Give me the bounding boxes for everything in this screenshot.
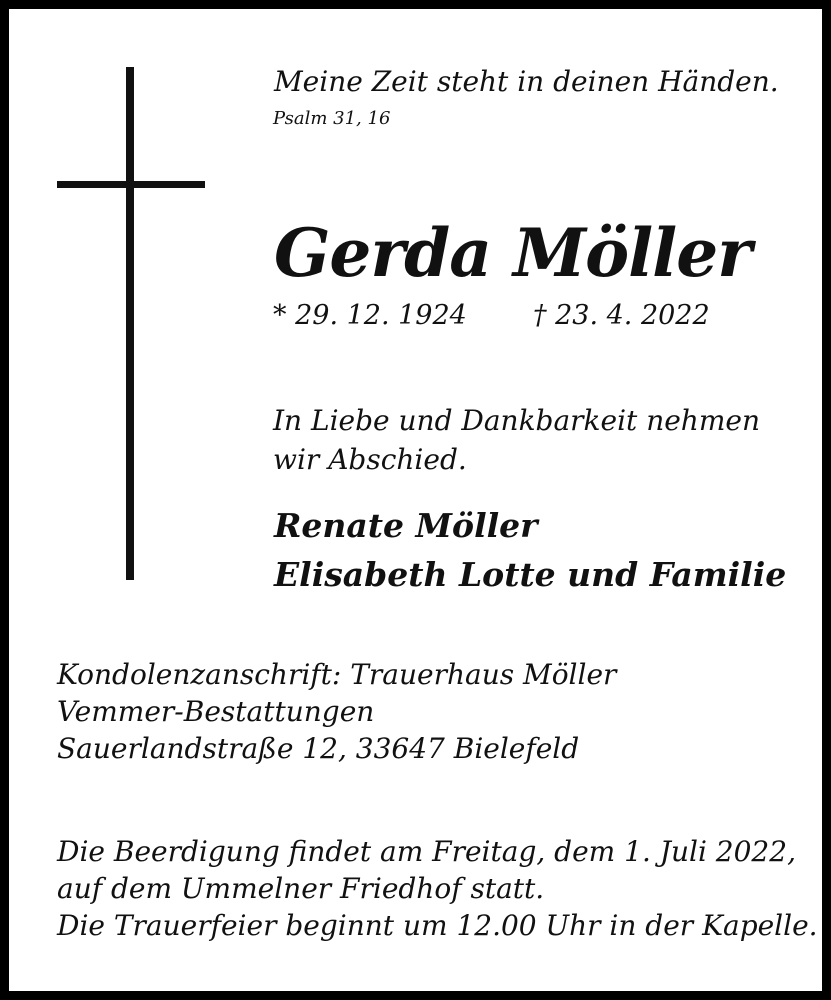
funeral-line: auf dem Ummelner Friedhof statt. bbox=[57, 872, 545, 905]
death-date: † 23. 4. 2022 bbox=[533, 300, 710, 331]
birth-date: * 29. 12. 1924 bbox=[273, 300, 467, 331]
cross-icon bbox=[126, 67, 134, 580]
obituary-card bbox=[9, 9, 822, 991]
address-line: Vemmer-Bestattungen bbox=[57, 695, 375, 728]
mourner-name: Elisabeth Lotte und Familie bbox=[274, 555, 787, 594]
address-line: Sauerlandstraße 12, 33647 Bielefeld bbox=[57, 732, 580, 765]
farewell-line: wir Abschied. bbox=[273, 443, 467, 476]
funeral-line: Die Trauerfeier beginnt um 12.00 Uhr in der Kapelle. bbox=[57, 909, 818, 942]
mourner-name: Renate Möller bbox=[274, 506, 538, 545]
funeral-info bbox=[57, 833, 818, 944]
funeral-line: Die Beerdigung findet am Freitag, dem 1. Juli 2022, bbox=[57, 835, 796, 868]
cross-icon-bar bbox=[57, 181, 205, 188]
farewell-text bbox=[273, 401, 760, 479]
condolence-address bbox=[57, 656, 616, 767]
address-line: Kondolenzanschrift: Trauerhaus Möller bbox=[57, 658, 617, 691]
verse-reference: Psalm 31, 16 bbox=[273, 108, 391, 129]
deceased-name: Gerda Möller bbox=[274, 214, 752, 292]
farewell-line: In Liebe und Dankbarkeit nehmen bbox=[273, 404, 760, 437]
bible-verse: Meine Zeit steht in deinen Händen. bbox=[274, 65, 779, 98]
